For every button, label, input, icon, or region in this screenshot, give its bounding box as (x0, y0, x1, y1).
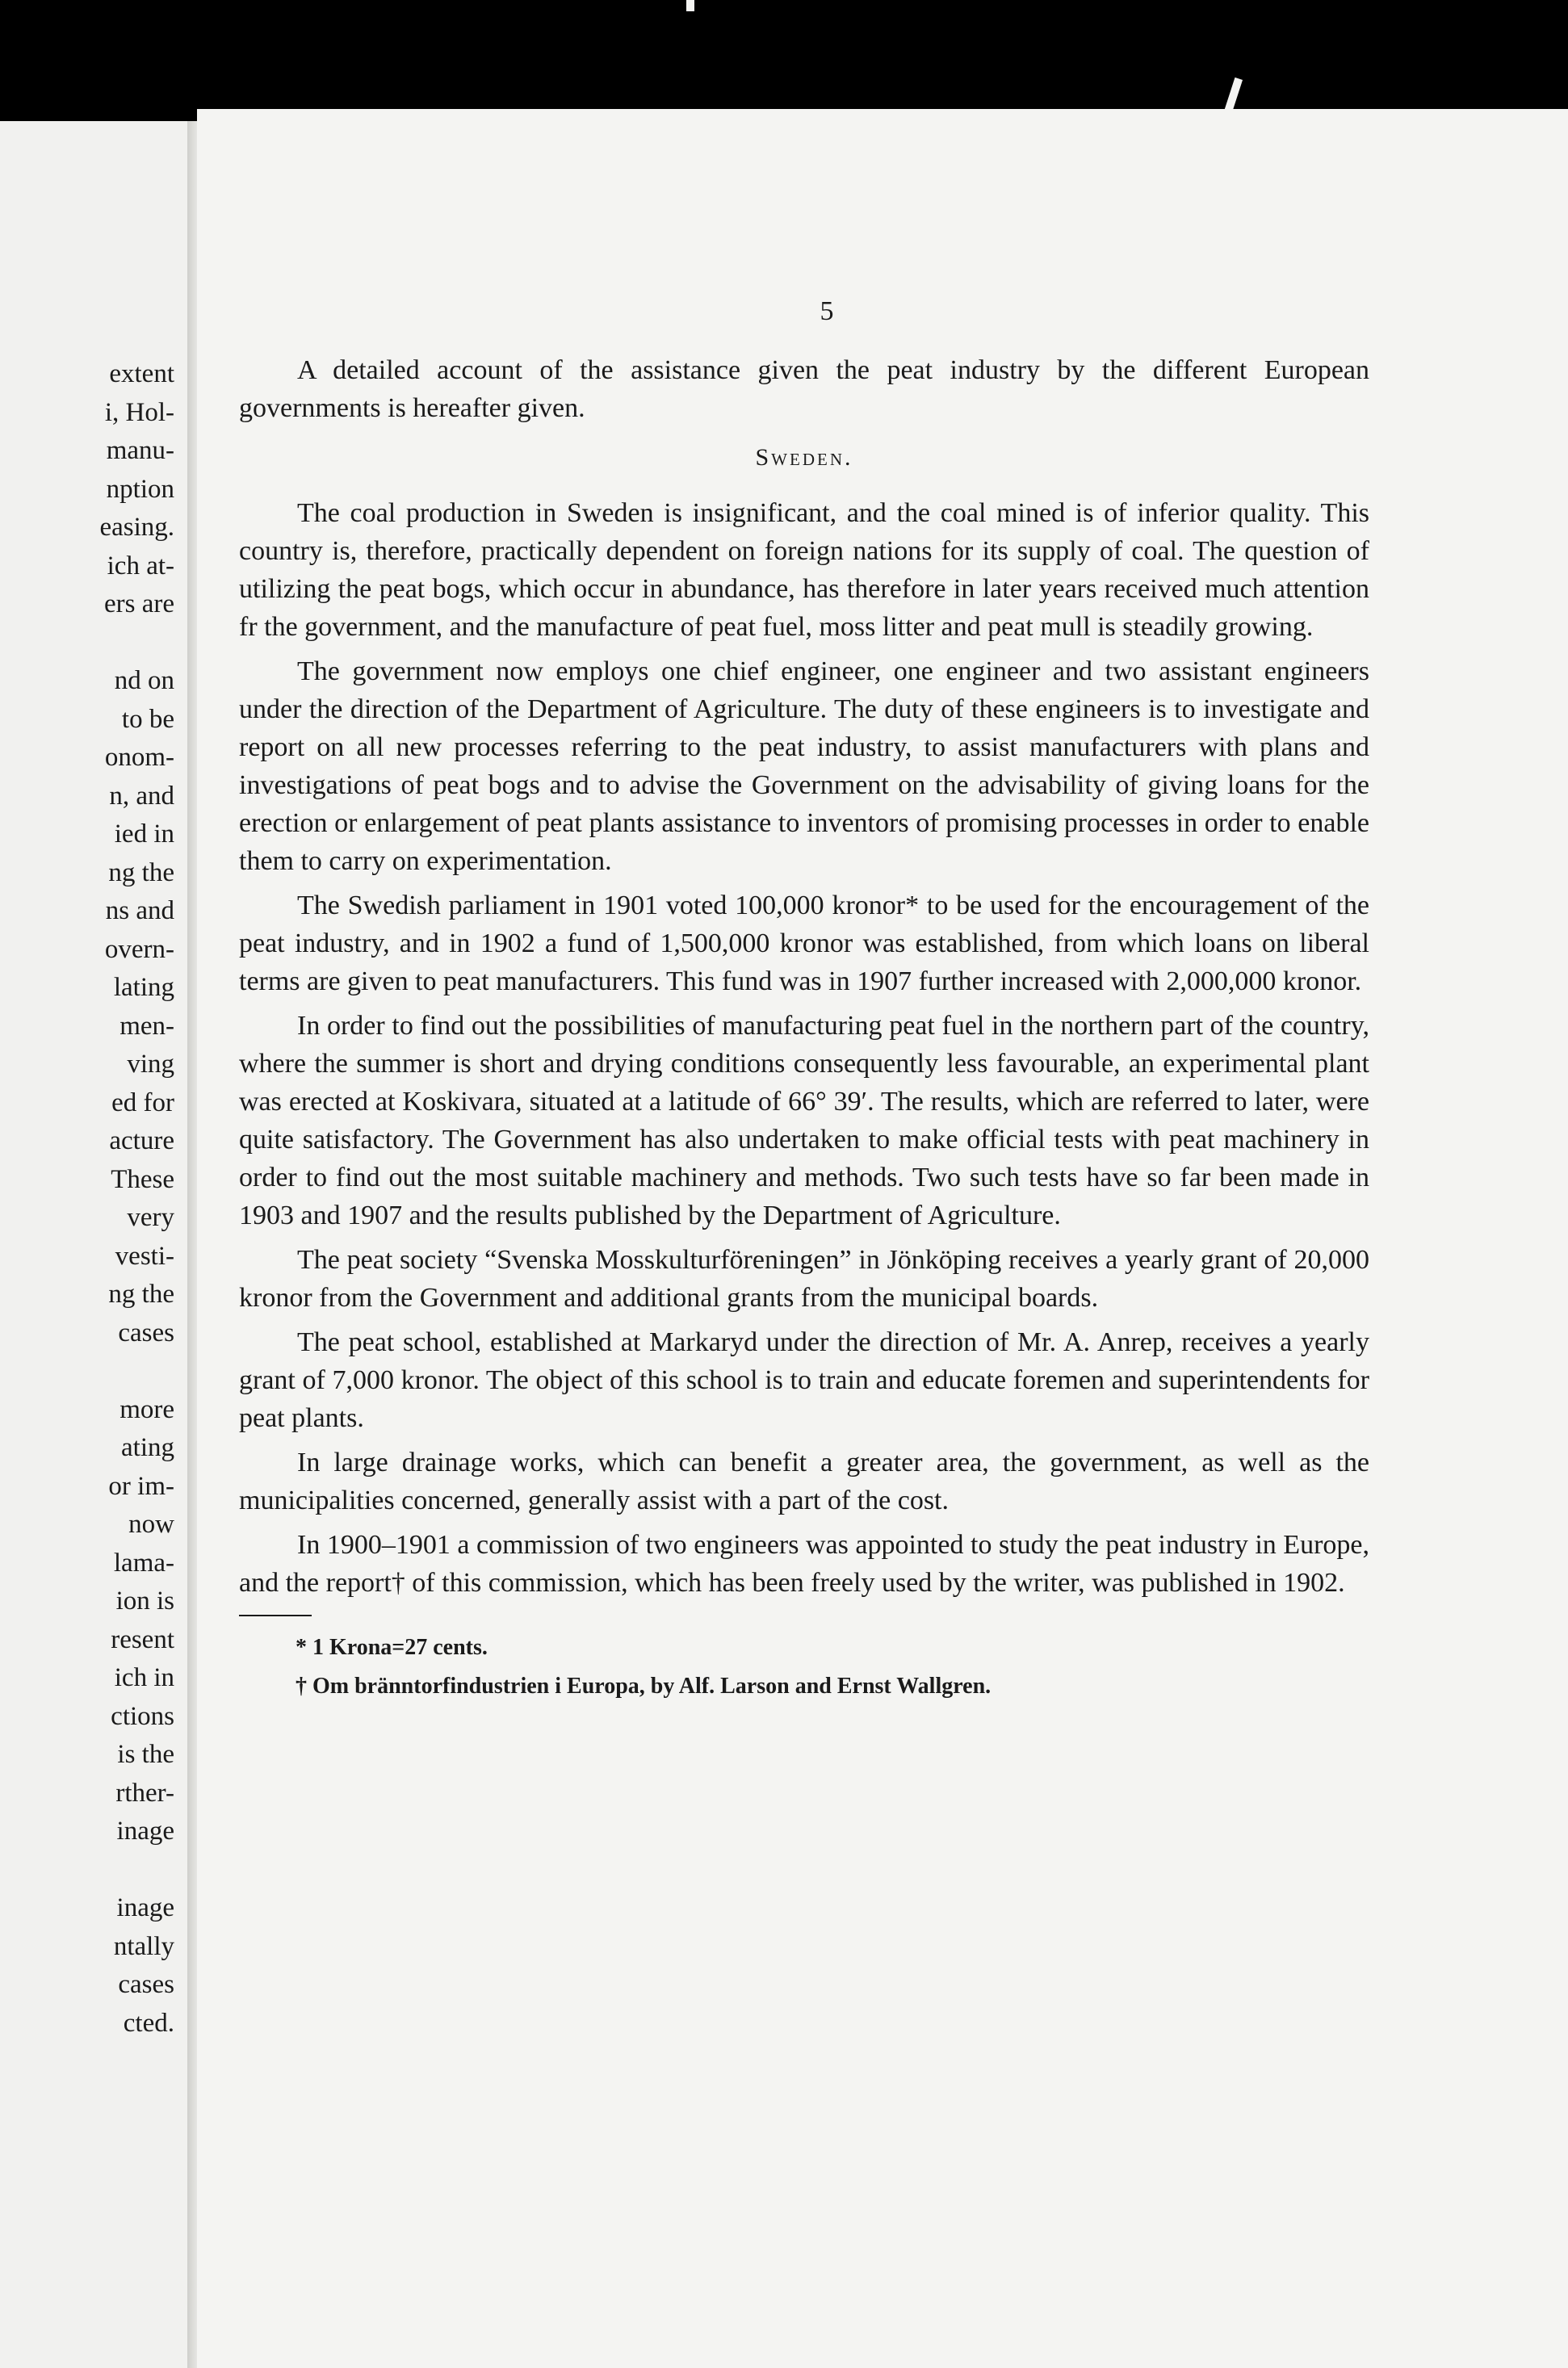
paragraph: In 1900–1901 a commission of two engineers was appointed to study the peat industry in Europe, and the report† of this commission, which has been freely used by the writer, was published in 1902. (239, 1530, 1369, 1598)
book-spine (187, 121, 197, 2368)
page (197, 109, 1568, 2368)
previous-page-line: ctions (111, 1701, 174, 1731)
previous-page-line: or im- (108, 1471, 174, 1501)
previous-page-line: lama- (113, 1548, 174, 1578)
paragraph: The peat society “Svenska Mosskulturföreningen” in Jönköping receives a yearly grant of 20,000 kronor from the Government and additional grants from the municipal boards. (239, 1245, 1369, 1313)
previous-page-line: acture (109, 1126, 174, 1155)
previous-page-line: ntally (113, 1931, 174, 1961)
previous-page-line: ed for (111, 1088, 174, 1117)
footnote-rule (239, 1615, 312, 1616)
paragraph: The government now employs one chief engineer, one engineer and two assistant engineers under the direction of the Department of Agriculture. The duty of these engineers is to investigate and report on all new processes referring to the peat industry, to assist manufacturers with plans and investigations of peat bogs and to advise the Government on the advisability of giving loans for the erection or enlargement of peat plants assistance to inventors of promising processes in order to enable them to carry on experimentation. (239, 656, 1369, 876)
previous-page-line: inage (116, 1893, 174, 1922)
previous-page (0, 121, 187, 2368)
previous-page-line: very (127, 1203, 174, 1232)
footnote: † Om bränntorfindustrien i Europa, by Alf. Larson and Ernst Wallgren. (296, 1674, 992, 1699)
previous-page-line: to be (121, 704, 174, 734)
previous-page-line: ich in (114, 1663, 174, 1692)
previous-page-line: extent (109, 359, 174, 388)
previous-page-line: cases (118, 1970, 174, 1999)
page-number: 5 (820, 296, 834, 326)
previous-page-line: lating (113, 973, 174, 1002)
intro-paragraph: A detailed account of the assistance given the peat industry by the different European governments is hereafter given. (239, 355, 1369, 423)
previous-page-line: cted. (123, 2008, 174, 2038)
scan-speck (686, 0, 694, 11)
paragraph: The Swedish parliament in 1901 voted 100,000 kronor* to be used for the encouragement of the peat industry, and in 1902 a fund of 1,500,000 kronor was established, from which loans on liberal terms are given to peat manufacturers. This fund was in 1907 further increased with 2,000,000 kronor. (239, 891, 1369, 996)
previous-page-text (99, 355, 174, 2043)
previous-page-line: resent (111, 1624, 174, 1654)
previous-page-line: ng the (108, 857, 174, 887)
previous-page-line: now (128, 1510, 174, 1539)
paragraph: In order to find out the possibilities of manufacturing peat fuel in the northern part of the country, where the summer is short and drying conditions consequently less favourable, an experimental plant was erected at Koskivara, situated at a latitude of 66° 39′. The results, which are referred to later, were quite satisfactory. The Government has also undertaken to make official tests with peat machinery in order to find out the most suitable machinery and methods. Two such tests have so far been made in 1903 and 1907 and the results published by the Department of Agriculture. (239, 1011, 1369, 1230)
previous-page-line: inage (116, 1817, 174, 1846)
previous-page-line: more (119, 1394, 174, 1424)
paragraph: In large drainage works, which can benefit a greater area, the government, as well as the municipalities concerned, generally assist with a part of the cost. (239, 1448, 1369, 1515)
previous-page-line: i, Hol- (104, 397, 174, 427)
previous-page-line (99, 1851, 174, 1890)
previous-page-line: manu- (106, 436, 174, 465)
footnote: * 1 Krona=27 cents. (296, 1635, 488, 1660)
previous-page-line: ng the (108, 1280, 174, 1309)
previous-page-line: rther- (115, 1778, 174, 1808)
previous-page-line: ating (121, 1433, 174, 1462)
paragraph: The peat school, established at Markaryd under the direction of Mr. A. Anrep, receives a yearly grant of 7,000 kronor. The object of this school is to train and educate foremen and superintendents for peat plants. (239, 1327, 1369, 1433)
previous-page-line: vesti- (115, 1241, 174, 1271)
previous-page-line: nption (106, 474, 174, 504)
previous-page-line: ion is (115, 1586, 174, 1616)
previous-page-line: These (111, 1164, 174, 1194)
previous-page-line: ied in (114, 819, 174, 849)
page-body (239, 351, 1369, 1708)
previous-page-line: ns and (105, 896, 174, 925)
previous-page-line (99, 1352, 174, 1391)
previous-page-line: ving (127, 1050, 174, 1079)
previous-page-line (99, 624, 174, 663)
previous-page-line: ich at- (107, 551, 174, 580)
previous-page-line: easing. (99, 513, 174, 542)
previous-page-line: men- (119, 1011, 174, 1041)
previous-page-line: nd on (114, 666, 174, 695)
paragraph: The coal production in Sweden is insignificant, and the coal mined is of inferior quality. This country is, therefore, practically dependent on foreign nations for its supply of coal. The question of utilizing the peat bogs, which occur in abundance, has therefore in later years received much attention fr the government, and the manufacture of peat fuel, moss litter and peat mull is steadily growing. (239, 498, 1369, 642)
previous-page-line: ers are (103, 589, 174, 618)
previous-page-line: n, and (109, 781, 174, 811)
previous-page-line: is the (117, 1740, 174, 1769)
section-heading: Sweden. (755, 444, 853, 471)
previous-page-line: overn- (104, 934, 174, 964)
previous-page-line: onom- (104, 743, 174, 772)
previous-page-line: cases (118, 1318, 174, 1347)
